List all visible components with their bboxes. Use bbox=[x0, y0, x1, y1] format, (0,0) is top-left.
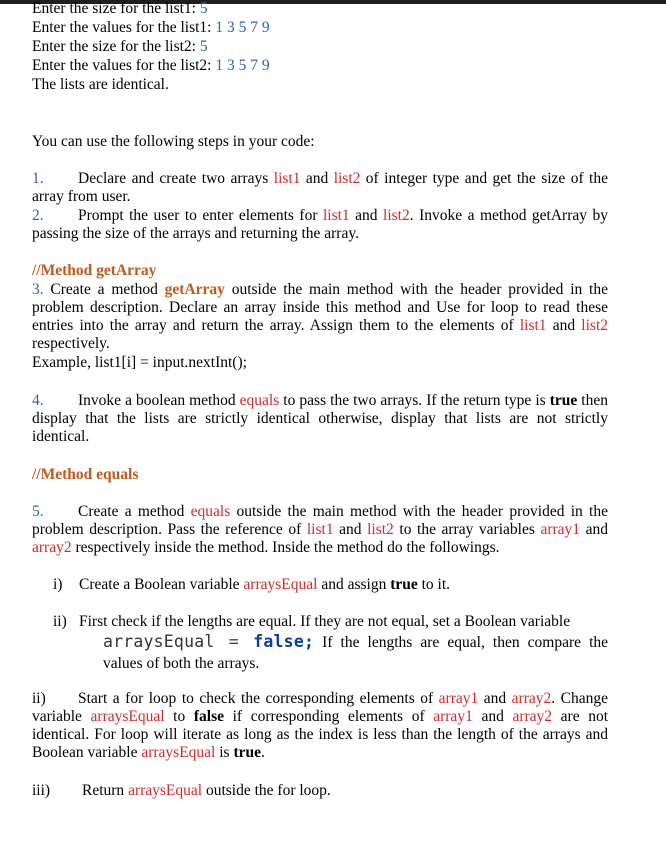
substep-i: i) Create a Boolean variable arraysEqual and assign true to it. bbox=[53, 576, 451, 593]
method-equals-heading: //Method equals bbox=[32, 466, 139, 483]
step-5: 5. Create a method equals outside the main method with the header provided in the problem description. Pass the reference of list1 and list2 to the array variables array1 and array2 respectively inside the method. Inside the method do the followings. bbox=[32, 503, 608, 556]
step-3: 3. Create a method getArray outside the main method with the header provided in the problem description. Declare an array inside this method and Use for loop to read these entries into the array and return the array. Assign them to the elements of list1 and list2 respectively. bbox=[32, 281, 608, 352]
step-1: 1. Declare and create two arrays list1 and list2 of integer type and get the size of the array from user. bbox=[32, 170, 608, 205]
console-output bbox=[32, 0, 608, 94]
step-2: 2. Prompt the user to enter elements for list1 and list2. Invoke a method getArray by passing the size of the arrays and returning the array. bbox=[32, 207, 608, 242]
console-result: The lists are identical. bbox=[32, 76, 169, 93]
step-3-example: Example, list1[i] = input.nextInt(); bbox=[32, 354, 247, 371]
substep-iii: iii) Return arraysEqual outside the for loop. bbox=[32, 782, 331, 799]
substep-ii: ii) First check if the lengths are equal. If they are not equal, set a Boolean variable arraysEqual = false; If the lengths are equal, then compare the values of both the arrays. bbox=[53, 613, 609, 672]
step-4: 4. Invoke a boolean method equals to pass the two arrays. If the return type is true then display that the lists are strictly identical otherwise, display that lists are not strictly identical. bbox=[32, 392, 608, 445]
method-getarray-heading: //Method getArray bbox=[32, 262, 157, 279]
console-line: Enter the values for the list2: 1 3 5 7 9 bbox=[32, 57, 270, 74]
console-line: Enter the size for the list2: 5 bbox=[32, 38, 208, 55]
console-line: Enter the values for the list1: 1 3 5 7 9 bbox=[32, 19, 270, 36]
substep-ii-loop: ii) Start a for loop to check the corresponding elements of array1 and array2. Change variable arraysEqual to false if corresponding elements of array1 and array2 are not identical. For loop will iterate as long as the index is less than the length of the arrays and Boolean variable arraysEqual is true. bbox=[32, 690, 609, 761]
console-line: Enter the size for the list1: 5 bbox=[32, 0, 208, 17]
intro-text: You can use the following steps in your code: bbox=[32, 133, 315, 150]
code-arraysequal-false: arraysEqual = false; bbox=[103, 632, 315, 651]
